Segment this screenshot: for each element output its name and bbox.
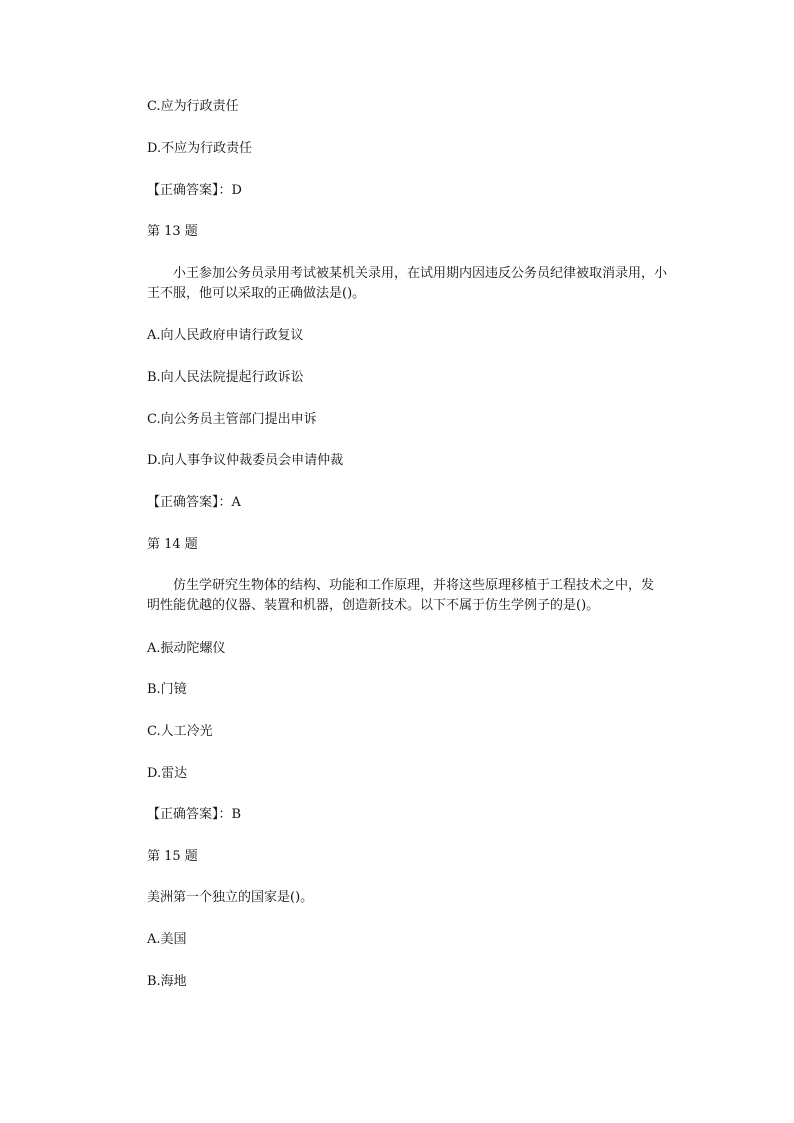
q15-title: 第 15 题 bbox=[147, 849, 198, 864]
q14-option-a: A.振动陀螺仪 bbox=[147, 641, 226, 656]
q13-title: 第 13 题 bbox=[147, 224, 198, 239]
q15-option-a: A.美国 bbox=[147, 932, 187, 947]
q13-stem bbox=[147, 264, 673, 304]
q15-option-b: B.海地 bbox=[147, 974, 187, 989]
q13-option-d: D.向人事争议仲裁委员会申请仲裁 bbox=[147, 453, 344, 468]
q13-option-b: B.向人民法院提起行政诉讼 bbox=[147, 370, 304, 385]
q15-stem: 美洲第一个独立的国家是()。 bbox=[147, 890, 314, 905]
q12-option-c: C.应为行政责任 bbox=[147, 99, 239, 114]
q14-option-b: B.门镜 bbox=[147, 682, 187, 697]
q13-stem-line2: 王不服，他可以采取的正确做法是()。 bbox=[147, 286, 366, 301]
q13-option-a: A.向人民政府申请行政复议 bbox=[147, 328, 304, 343]
q13-option-c: C.向公务员主管部门提出申诉 bbox=[147, 412, 317, 427]
q14-stem-line2: 明性能优越的仪器、装置和机器，创造新技术。以下不属于仿生学例子的是()。 bbox=[147, 598, 600, 613]
q13-stem-line1: 小王参加公务员录用考试被某机关录用，在试用期内因违反公务员纪律被取消录用，小 bbox=[173, 266, 668, 281]
q12-answer: 【正确答案】：D bbox=[147, 183, 242, 198]
q14-stem-line1: 仿生学研究生物体的结构、功能和工作原理，并将这些原理移植于工程技术之中，发 bbox=[173, 578, 655, 593]
q12-option-d: D.不应为行政责任 bbox=[147, 141, 253, 156]
q13-answer: 【正确答案】：A bbox=[147, 495, 241, 510]
q14-stem bbox=[147, 576, 673, 616]
q14-option-c: C.人工冷光 bbox=[147, 724, 213, 739]
q14-title: 第 14 题 bbox=[147, 537, 198, 552]
q14-option-d: D.雷达 bbox=[147, 766, 188, 781]
q14-answer: 【正确答案】：B bbox=[147, 807, 242, 822]
